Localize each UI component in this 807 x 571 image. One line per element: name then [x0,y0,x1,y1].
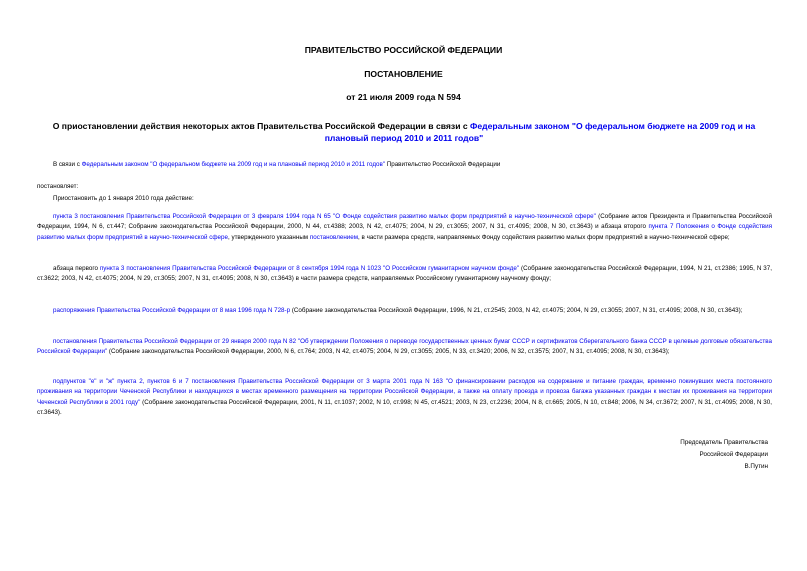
list-item [37,337,772,358]
item-4-link[interactable]: постановления Правительства Российской Федерации от 29 января 2000 года N 82 "Об утверждении Положения о переводе государственных ценных бумаг СССР и сертификатов Сберегательного банка СССР в целевые долговые обязательства Российской Федерации" [37,338,772,356]
item-2-prefix: абзаца первого [53,265,100,272]
item-5-text: (Собрание законодательства Российской Федерации, 2001, N 11, ст.1037; 2002, N 10, ст.998; N 45, ст.4521; 2003, N 23, ст.2236; 2004, N 8, ст.665; 2005, N 10, ст.848; 2006, N 34, ст.3672; 2007, N 31, ст.4095; 2008, N 30, ст.3643). [37,398,772,417]
government-heading: ПРАВИТЕЛЬСТВО РОССИЙСКОЙ ФЕДЕРАЦИИ [304,45,503,55]
decides-line: постановляет: [37,183,79,190]
item-1-text: , утвержденного указанным [227,233,310,241]
document-type-heading: ПОСТАНОВЛЕНИЕ [364,69,443,79]
item-1-link-polozhenie[interactable]: пункта 7 Положения о Фонде содействия развитию малых форм предприятий в научно-технической сфере [37,223,772,241]
list-item [37,212,772,243]
item-2-link[interactable]: пункта 3 постановления Правительства Российской Федерации от 8 сентября 1994 года N 1023 "О Российском гуманитарном научном фонде" [99,265,520,272]
list-item [37,377,772,419]
item-3-link[interactable]: распоряжения Правительства Российской Федерации от 8 мая 1996 года N 728-р [53,307,291,314]
list-item [37,306,772,316]
item-3-text: (Собрание законодательства Российской Федерации, 1996, N 21, ст.2545; 2003, N 42, ст.4075; 2004, N 29, ст.3055; 2007, N 31, ст.4095; 2008, N 30, ст.3643); [290,307,743,314]
document-title [30,121,778,144]
preamble-law-link[interactable]: Федеральным законом "О федеральном бюджете на 2009 год и на плановый период 2010 и 2011 годов" [81,161,385,168]
list-item [37,264,772,285]
signature-title-line2: Российской Федерации [699,451,768,458]
preamble-prefix: В связи с [53,161,82,168]
item-2-text: (Собрание законодательства Российской Федерации, 1994, N 21, ст.2386; 1995, N 37, ст.3622; 2003, N 42, ст.4075; 2004, N 29, ст.3055; 2007, N 31, ст.4095; 2008, N 30, ст.3643) в части размера средств, направляемых Российскому гуманитарному научному фонду; [37,265,772,283]
preamble-suffix: Правительство Российской Федерации [385,161,501,168]
item-1-text: , в части размера средств, направляемых Фонду содействия развитию малых форм предприятий в научно-технической сфере; [358,233,730,241]
signature-title-line1: Председатель Правительства [680,439,768,446]
item-1-text: (Собрание актов Президента и Правительства Российской Федерации, 1994, N 6, ст.447; Собрание законодательства Российской Федерации, 2000, N 44, ст.4388; 2003, N 42, ст.4075; 2004, N 29, ст.3055; 2007, N 31, ст.4095; 2008, N 30, ст.3643) и абзаца второго [37,213,772,231]
item-1-link-postanovleniem[interactable]: постановлением [309,233,359,241]
title-law-link[interactable]: Федеральным законом "О федеральном бюджете на 2009 год и на плановый период 2010 и 2011 годов" [324,121,756,143]
signature-name: В.Путин [744,463,768,470]
preamble-paragraph [37,160,772,170]
item-4-text: (Собрание законодательства Российской Федерации, 2000, N 6, ст.764; 2003, N 42, ст.4075; 2004, N 29, ст.3055; 2005, N 33, ст.3420; 2006, N 32, ст.3575; 2007, N 31, ст.4095; 2008, N 30, ст.3643); [107,348,670,356]
title-text: О приостановлении действия некоторых актов Правительства Российской Федерации в связи с [52,121,471,131]
suspend-intro [37,194,772,204]
item-1-link-postanovlenie[interactable]: пункта 3 постановления Правительства Российской Федерации от 3 февраля 1994 года N 65 "О Фонде содействия развитию малых форм предприятий в научно-технической сфере" [53,213,596,220]
item-5-link[interactable]: подпунктов "е" и "ж" пункта 2, пунктов 6 и 7 постановления Правительства Российской Федерации от 3 марта 2001 года N 163 "О финансировании расходов на содержание и питание граждан, временно покинувших места постоянного проживания на территории Чеченской Республики и находящихся в местах временного размещения на территории Российской Федерации, а также на оплату проезда и провоза багажа указанных граждан к местам их проживания на территории Чеченской Республики в 2001 году" [37,378,772,406]
document-date-number: от 21 июля 2009 года N 594 [346,92,461,102]
suspend-intro-text: Приостановить до 1 января 2010 года действие: [53,195,194,202]
